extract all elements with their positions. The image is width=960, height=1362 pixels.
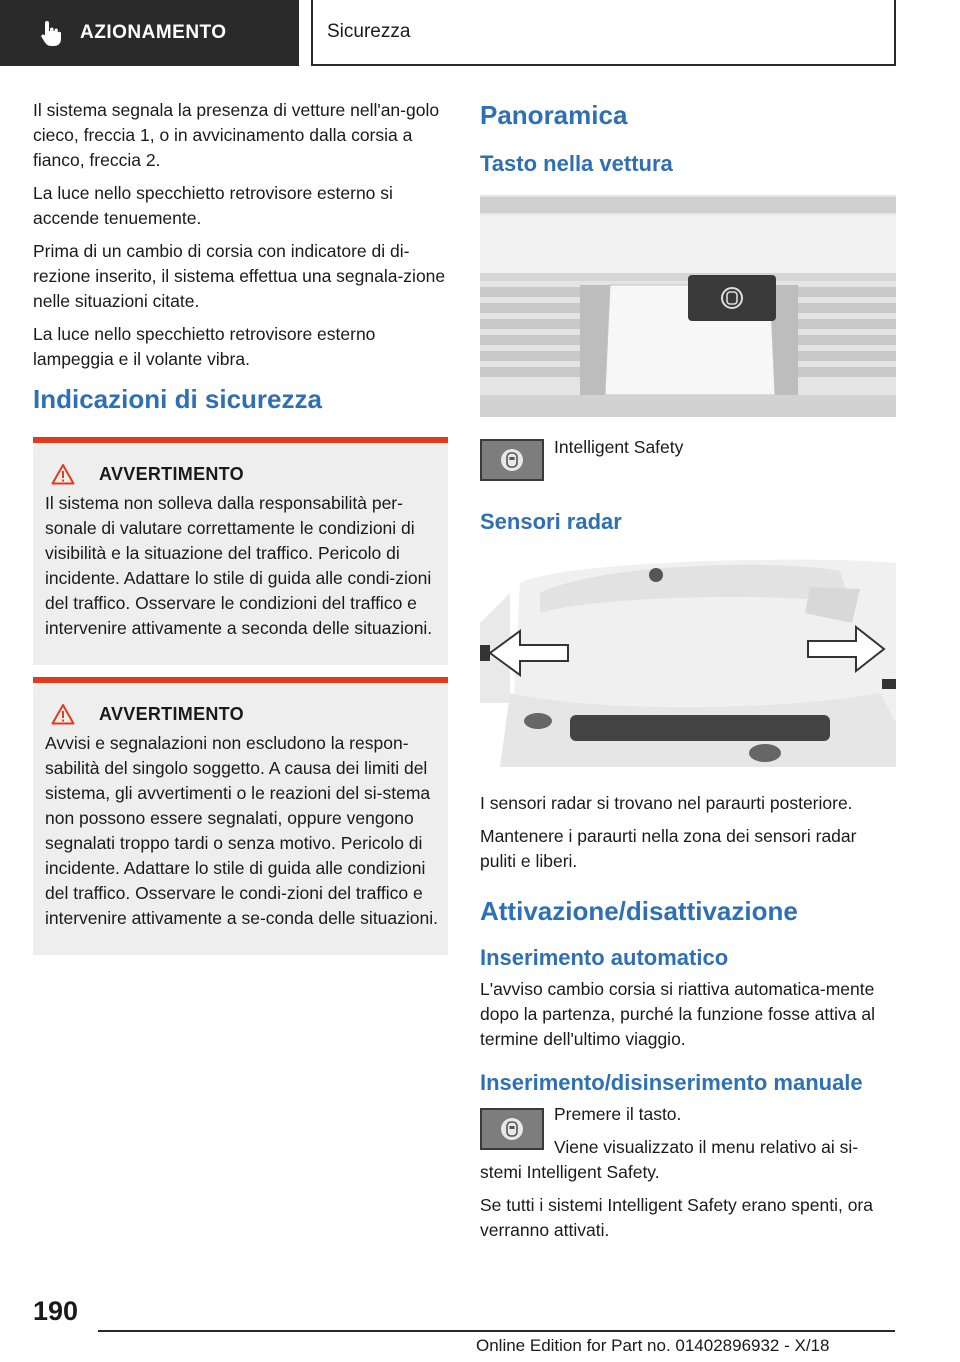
auto-heading: Inserimento automatico <box>480 945 729 970</box>
manual-heading: Inserimento/disinserimento manuale <box>480 1070 863 1095</box>
paragraph: Se tutti i sistemi Intelligent Safety erano spenti, ora verranno attivati. <box>480 1195 873 1240</box>
button-caption: Intelligent Safety <box>554 437 684 457</box>
intelligent-safety-button-icon <box>480 439 544 481</box>
paragraph: Viene visualizzato il menu relativo ai si-stemi Intelligent Safety. <box>480 1137 859 1182</box>
left-column <box>33 98 448 967</box>
pointing-hand-icon <box>36 18 66 48</box>
warning-triangle-icon <box>51 463 75 485</box>
safety-heading: Indicazioni di sicurezza <box>33 384 322 414</box>
warning-box <box>33 677 448 955</box>
paragraph: La luce nello specchietto retrovisore esterno lampeggia e il volante vibra. <box>33 324 376 369</box>
page-number: 190 <box>33 1296 79 1326</box>
paragraph: Mantenere i paraurti nella zona dei sensori radar puliti e liberi. <box>480 826 857 871</box>
chapter-tab <box>0 0 299 66</box>
warning-text: Avvisi e segnalazioni non escludono la respon-sabilità del singolo soggetto. A causa dei limiti del sistema, gli avvertimenti o le reazioni del si-stema non possono essere segnalati, oppure vengono segnalati troppo tardi o senza motivo. Pericolo di incidente. Adattare lo stile di guida alle condizioni del traffico. Osservare le condi-zioni del traffico e intervenire attivamente a se-conda delle situazioni. <box>45 733 438 928</box>
section-label: Sicurezza <box>327 21 411 42</box>
paragraph: La luce nello specchietto retrovisore esterno si accende tenuemente. <box>33 183 393 228</box>
paragraph: Il sistema segnala la presenza di vetture nell'an-golo cieco, freccia 1, o in avvicinamento dalla corsia a fianco, freccia 2. <box>33 100 440 170</box>
chapter-label: AZIONAMENTO <box>80 22 227 43</box>
paragraph: Premere il tasto. <box>554 1104 682 1124</box>
right-column <box>480 98 896 1251</box>
warning-triangle-icon <box>51 703 75 725</box>
dashboard-button-illustration <box>480 195 896 417</box>
rear-bumper-illustration <box>480 553 896 767</box>
paragraph: I sensori radar si trovano nel paraurti posteriore. <box>480 793 853 813</box>
button-heading: Tasto nella vettura <box>480 151 673 176</box>
intelligent-safety-button-icon <box>480 1108 544 1150</box>
footer-divider <box>98 1330 895 1332</box>
activation-heading: Attivazione/disattivazione <box>480 896 798 926</box>
warning-text: Il sistema non solleva dalla responsabilità per-sonale di valutare correttamente le condizioni di visibilità e la situazione del traffico. Pericolo di incidente. Adattare lo stile di guida alle condi-zioni del traffico. Osservare le condizioni del traffico e intervenire attivamente a seconda delle situazioni. <box>45 493 433 638</box>
page-header <box>0 0 960 66</box>
warning-title: AVVERTIMENTO <box>99 463 244 484</box>
edition-text: Online Edition for Part no. 01402896932 - X/18 <box>476 1336 830 1355</box>
radar-heading: Sensori radar <box>480 509 622 534</box>
section-tab <box>311 0 896 66</box>
overview-heading: Panoramica <box>480 100 628 130</box>
warning-title: AVVERTIMENTO <box>99 703 244 724</box>
paragraph: L'avviso cambio corsia si riattiva automatica-mente dopo la partenza, purché la funzione fosse attiva al termine dell'ultimo viaggio. <box>480 979 875 1049</box>
paragraph: Prima di un cambio di corsia con indicatore di di-rezione inserito, il sistema effettua una segnala-zione nelle situazioni citate. <box>33 241 446 311</box>
warning-box <box>33 437 448 665</box>
